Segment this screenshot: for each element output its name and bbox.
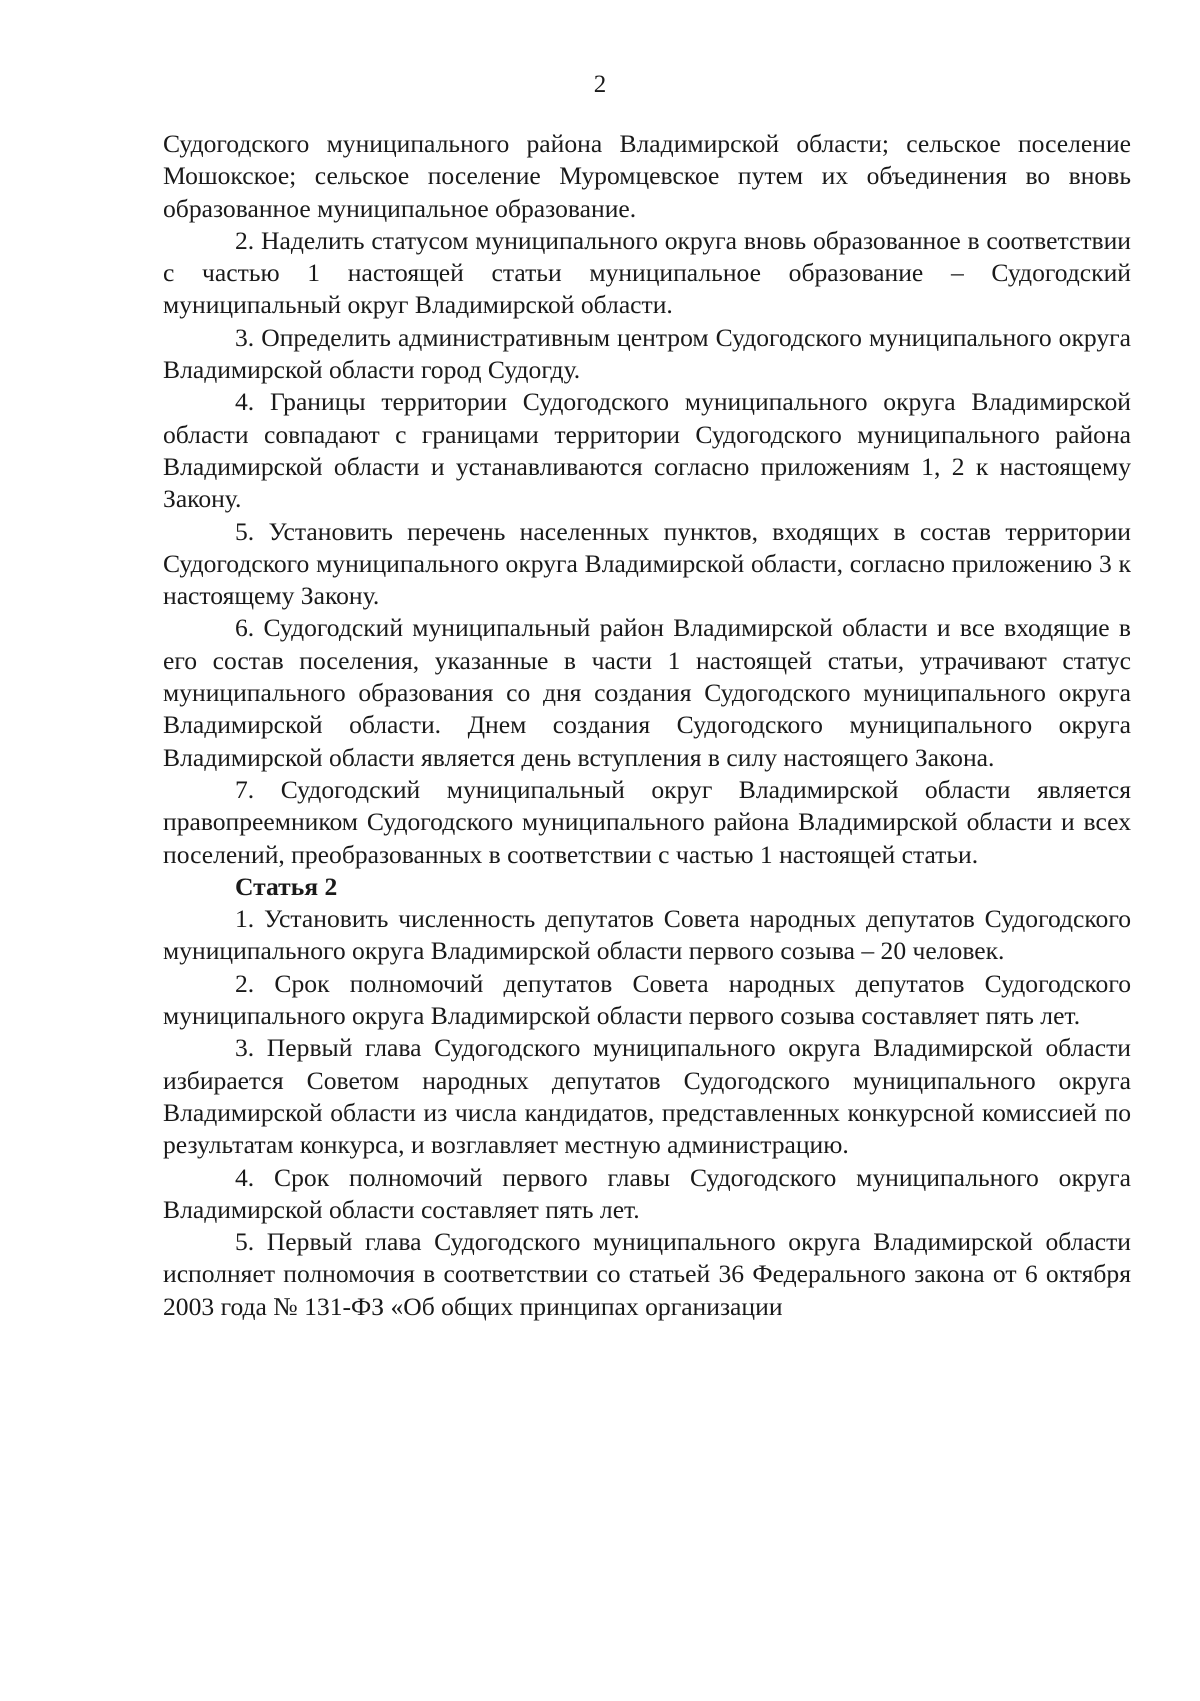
article-paragraph-3: 3. Первый глава Судогодского муниципального округа Владимирской области избирается Советом народных депутатов Судогодского муниципального округа Владимирской области из числа кандидатов, представленных конкурсной комиссией по результатам конкурса, и возглавляет местную администрацию. — [163, 1033, 1131, 1160]
article-heading: Статья 2 — [235, 871, 338, 901]
article-paragraph-2: 2. Срок полномочий депутатов Совета народных депутатов Судогодского муниципального округа Владимирской области первого созыва составляет пять лет. — [163, 968, 1131, 1031]
article-paragraph-5: 5. Первый глава Судогодского муниципального округа Владимирской области исполняет полномочия в соответствии со статьей 36 Федерального закона от 6 октября 2003 года № 131-ФЗ «Об общих принципах организации — [163, 1227, 1131, 1321]
page-number: 2 — [593, 71, 607, 98]
paragraph-item-7: 7. Судогодский муниципальный округ Владимирской области является правопреемником Судогодского муниципального района Владимирской области и всех поселений, преобразованных в соответствии с частью 1 настоящей статьи. — [163, 774, 1131, 869]
article-paragraph-1: 1. Установить численность депутатов Совета народных депутатов Судогодского муниципального округа Владимирской области первого созыва – 20 человек. — [163, 904, 1131, 966]
paragraph-item-3: 3. Определить административным центром Судогодского муниципального округа Владимирской области город Судогду. — [163, 322, 1131, 385]
document-body — [163, 128, 1131, 1323]
paragraph-item-5: 5. Установить перечень населенных пунктов, входящих в состав территории Судогодского муниципального округа Владимирской области, согласно приложению 3 к настоящему Закону. — [163, 516, 1131, 611]
article-paragraph-4: 4. Срок полномочий первого главы Судогодского муниципального округа Владимирской области составляет пять лет. — [163, 1162, 1131, 1224]
paragraph-item-6: 6. Судогодский муниципальный район Владимирской области и все входящие в его состав поселения, указанные в части 1 настоящей статьи, утрачивают статус муниципального образования со дня создания Судогодского муниципального округа Владимирской области. Днем создания Судогодского муниципального округа Владимирской области является день вступления в силу настоящего Закона. — [163, 613, 1131, 772]
paragraph-item-2: 2. Наделить статусом муниципального округа вновь образованное в соответствии с частью 1 настоящей статьи муниципальное образование – Судогодский муниципальный округ Владимирской области. — [163, 225, 1131, 320]
paragraph-item-4: 4. Границы территории Судогодского муниципального округа Владимирской области совпадают с границами территории Судогодского муниципального района Владимирской области и устанавливаются согласно приложениям 1, 2 к настоящему Закону. — [163, 387, 1131, 514]
paragraph-continuation: Судогодского муниципального района Владимирской области; сельское поселение Мошокское; сельское поселение Муромцевское путем их объединения во вновь образованное муниципальное образование. — [163, 129, 1131, 223]
